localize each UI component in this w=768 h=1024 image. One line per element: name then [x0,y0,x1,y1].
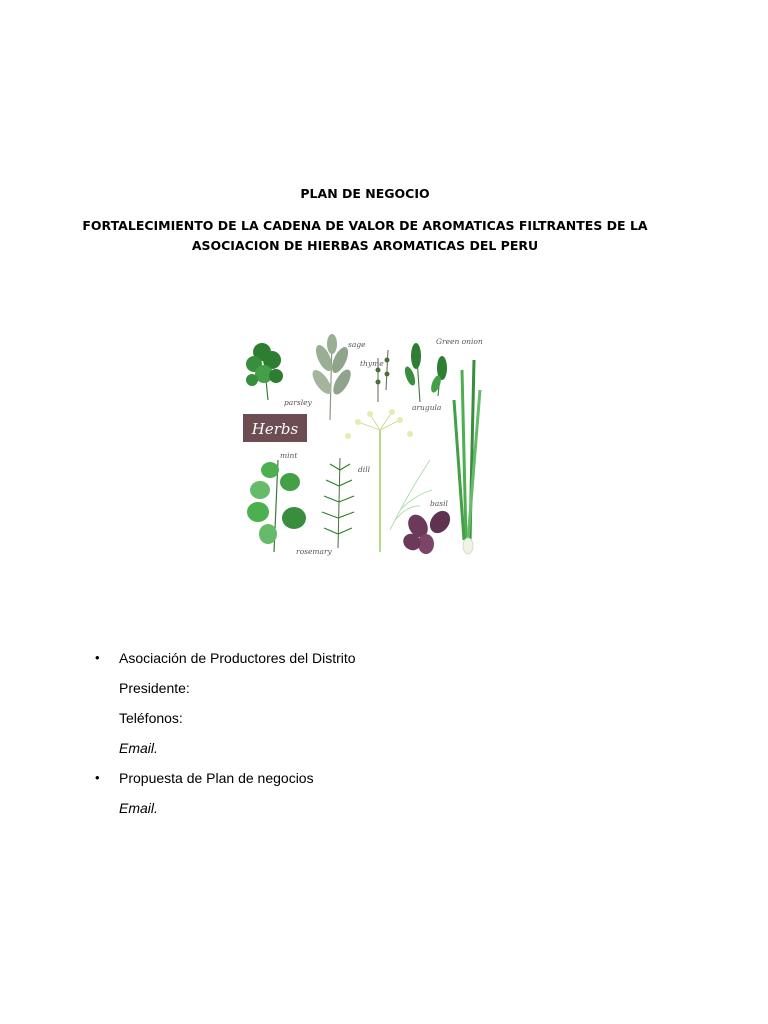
telefonos-line [95,708,655,738]
email-line-1 [95,738,655,768]
label-thyme: thyme [360,359,384,368]
label-herbs-tag: Herbs [251,420,299,438]
document-title: PLAN DE NEGOCIO [300,186,430,201]
label-mint: mint [280,451,298,460]
asociacion-text: Asociación de Productores del Distrito [119,650,356,666]
contact-list [95,648,655,828]
telefonos-label: Teléfonos: [119,710,183,726]
bullet: • [95,650,100,665]
subtitle-line-2: ASOCIACION DE HIERBAS AROMATICAS DEL PERU [191,238,539,253]
basil-drawing [400,499,454,554]
presidente-line [95,678,655,708]
label-arugula: arugula [412,403,442,412]
label-basil: basil [430,499,448,508]
list-item-asociacion [95,648,655,678]
label-green-onion: Green onion [436,337,483,346]
bullet: • [95,770,100,785]
parsley-drawing [246,343,313,407]
list-item-propuesta [95,768,655,798]
label-sage: sage [348,340,366,349]
arugula-drawing [403,343,447,412]
sage-drawing [309,334,366,420]
document-subtitle [60,216,670,256]
label-parsley: parsley [284,398,312,407]
thyme-drawing [360,350,390,402]
propuesta-text: Propuesta de Plan de negocios [119,770,314,786]
herbs-illustration [240,330,490,562]
subtitle-line-1: FORTALECIMIENTO DE LA CADENA DE VALOR DE AROMATICAS FILTRANTES DE LA [82,218,648,233]
label-rosemary: rosemary [296,547,332,556]
herbs-tag [243,414,307,442]
email-label-1: Email. [119,740,158,756]
email-label-2: Email. [119,800,158,816]
mint-drawing [247,451,306,552]
label-dill: dill [358,465,370,474]
rosemary-drawing [296,458,354,556]
email-line-2 [95,798,655,828]
presidente-label: Presidente: [119,680,190,696]
